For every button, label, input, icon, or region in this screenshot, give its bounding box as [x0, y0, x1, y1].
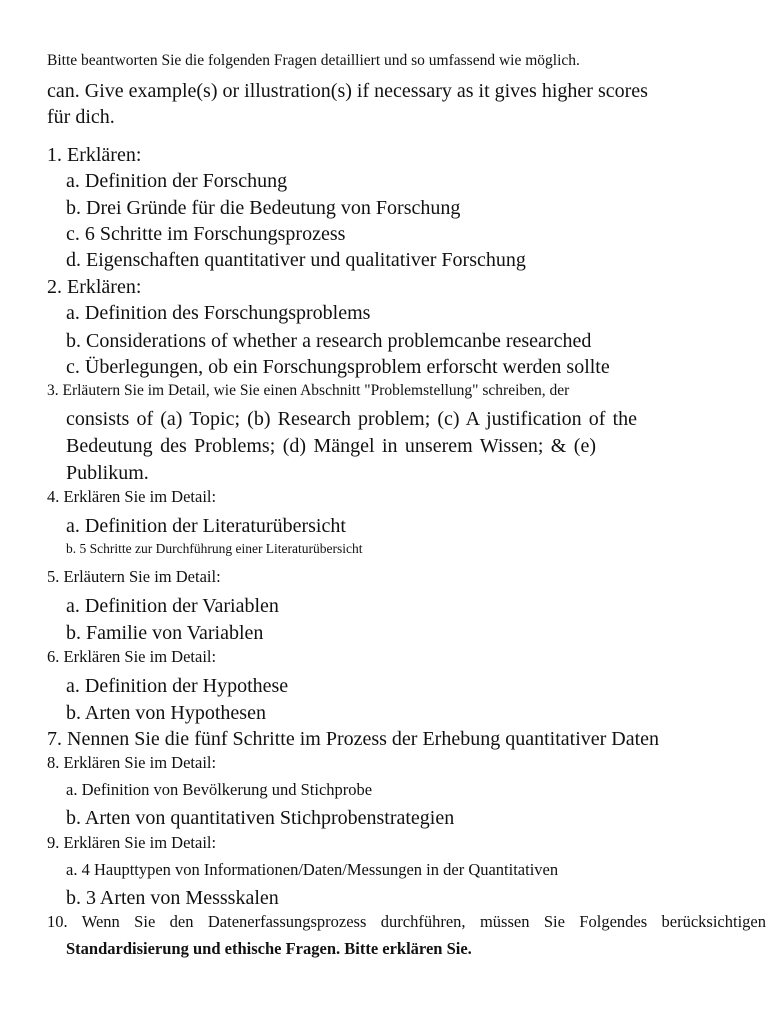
question-9-title: 9. Erklären Sie im Detail: [47, 833, 217, 852]
question-6-title: 6. Erklären Sie im Detail: [47, 647, 217, 666]
question-4-title: 4. Erklären Sie im Detail: [47, 487, 217, 506]
question-10-line-1: 10. Wenn Sie den Datenerfassungsprozess durchführen, müssen Sie Folgendes berücksichtigen [47, 912, 766, 931]
question-1-item-a: a. Definition der Forschung [66, 170, 288, 192]
question-8-title: 8. Erklären Sie im Detail: [47, 753, 217, 772]
question-3-title: 3. Erläutern Sie im Detail, wie Sie einen Abschnitt "Problemstellung" schreiben, der [47, 382, 570, 399]
question-2-item-a: a. Definition des Forschungsproblems [66, 302, 371, 324]
question-3-line-4: Publikum. [66, 462, 149, 484]
question-10-line-2: Standardisierung und ethische Fragen. Bitte erklären Sie. [66, 939, 472, 958]
question-6-item-b: b. Arten von Hypothesen [66, 702, 266, 724]
question-9-item-b: b. 3 Arten von Messskalen [66, 887, 279, 909]
question-7-title: 7. Nennen Sie die fünf Schritte im Prozess der Erhebung quantitativer Daten [47, 728, 660, 750]
question-1-item-c: c. 6 Schritte im Forschungsprozess [66, 223, 346, 245]
question-5-item-a: a. Definition der Variablen [66, 595, 279, 617]
intro-line-1: Bitte beantworten Sie die folgenden Fragen detailliert und so umfassend wie möglich. [47, 52, 580, 69]
question-4-item-b: b. 5 Schritte zur Durchführung einer Literaturübersicht [66, 541, 363, 556]
question-3-line-2: consists of (a) Topic; (b) Research problem; (c) A justification of the [66, 408, 637, 430]
question-8-item-b: b. Arten von quantitativen Stichprobenstrategien [66, 807, 455, 829]
question-2-item-c: c. Überlegungen, ob ein Forschungsproblem erforscht werden sollte [66, 356, 610, 378]
question-4-item-a: a. Definition der Literaturübersicht [66, 515, 346, 537]
question-1-item-d: d. Eigenschaften quantitativer und qualitativer Forschung [66, 249, 526, 271]
question-5-title: 5. Erläutern Sie im Detail: [47, 567, 221, 586]
question-1-item-b: b. Drei Gründe für die Bedeutung von Forschung [66, 197, 461, 219]
question-9-item-a: a. 4 Haupttypen von Informationen/Daten/Messungen in der Quantitativen [66, 860, 559, 879]
question-8-item-a: a. Definition von Bevölkerung und Stichprobe [66, 780, 373, 799]
intro-line-2: can. Give example(s) or illustration(s) if necessary as it gives higher scores [47, 80, 648, 102]
question-5-item-b: b. Familie von Variablen [66, 622, 264, 644]
question-1-title: 1. Erklären: [47, 144, 142, 166]
question-6-item-a: a. Definition der Hypothese [66, 675, 289, 697]
intro-line-3: für dich. [47, 106, 115, 128]
question-2-title: 2. Erklären: [47, 276, 142, 298]
question-3-line-3: Bedeutung des Problems; (d) Mängel in unserem Wissen; & (e) [66, 435, 596, 457]
question-2-item-b: b. Considerations of whether a research problemcanbe researched [66, 330, 592, 352]
